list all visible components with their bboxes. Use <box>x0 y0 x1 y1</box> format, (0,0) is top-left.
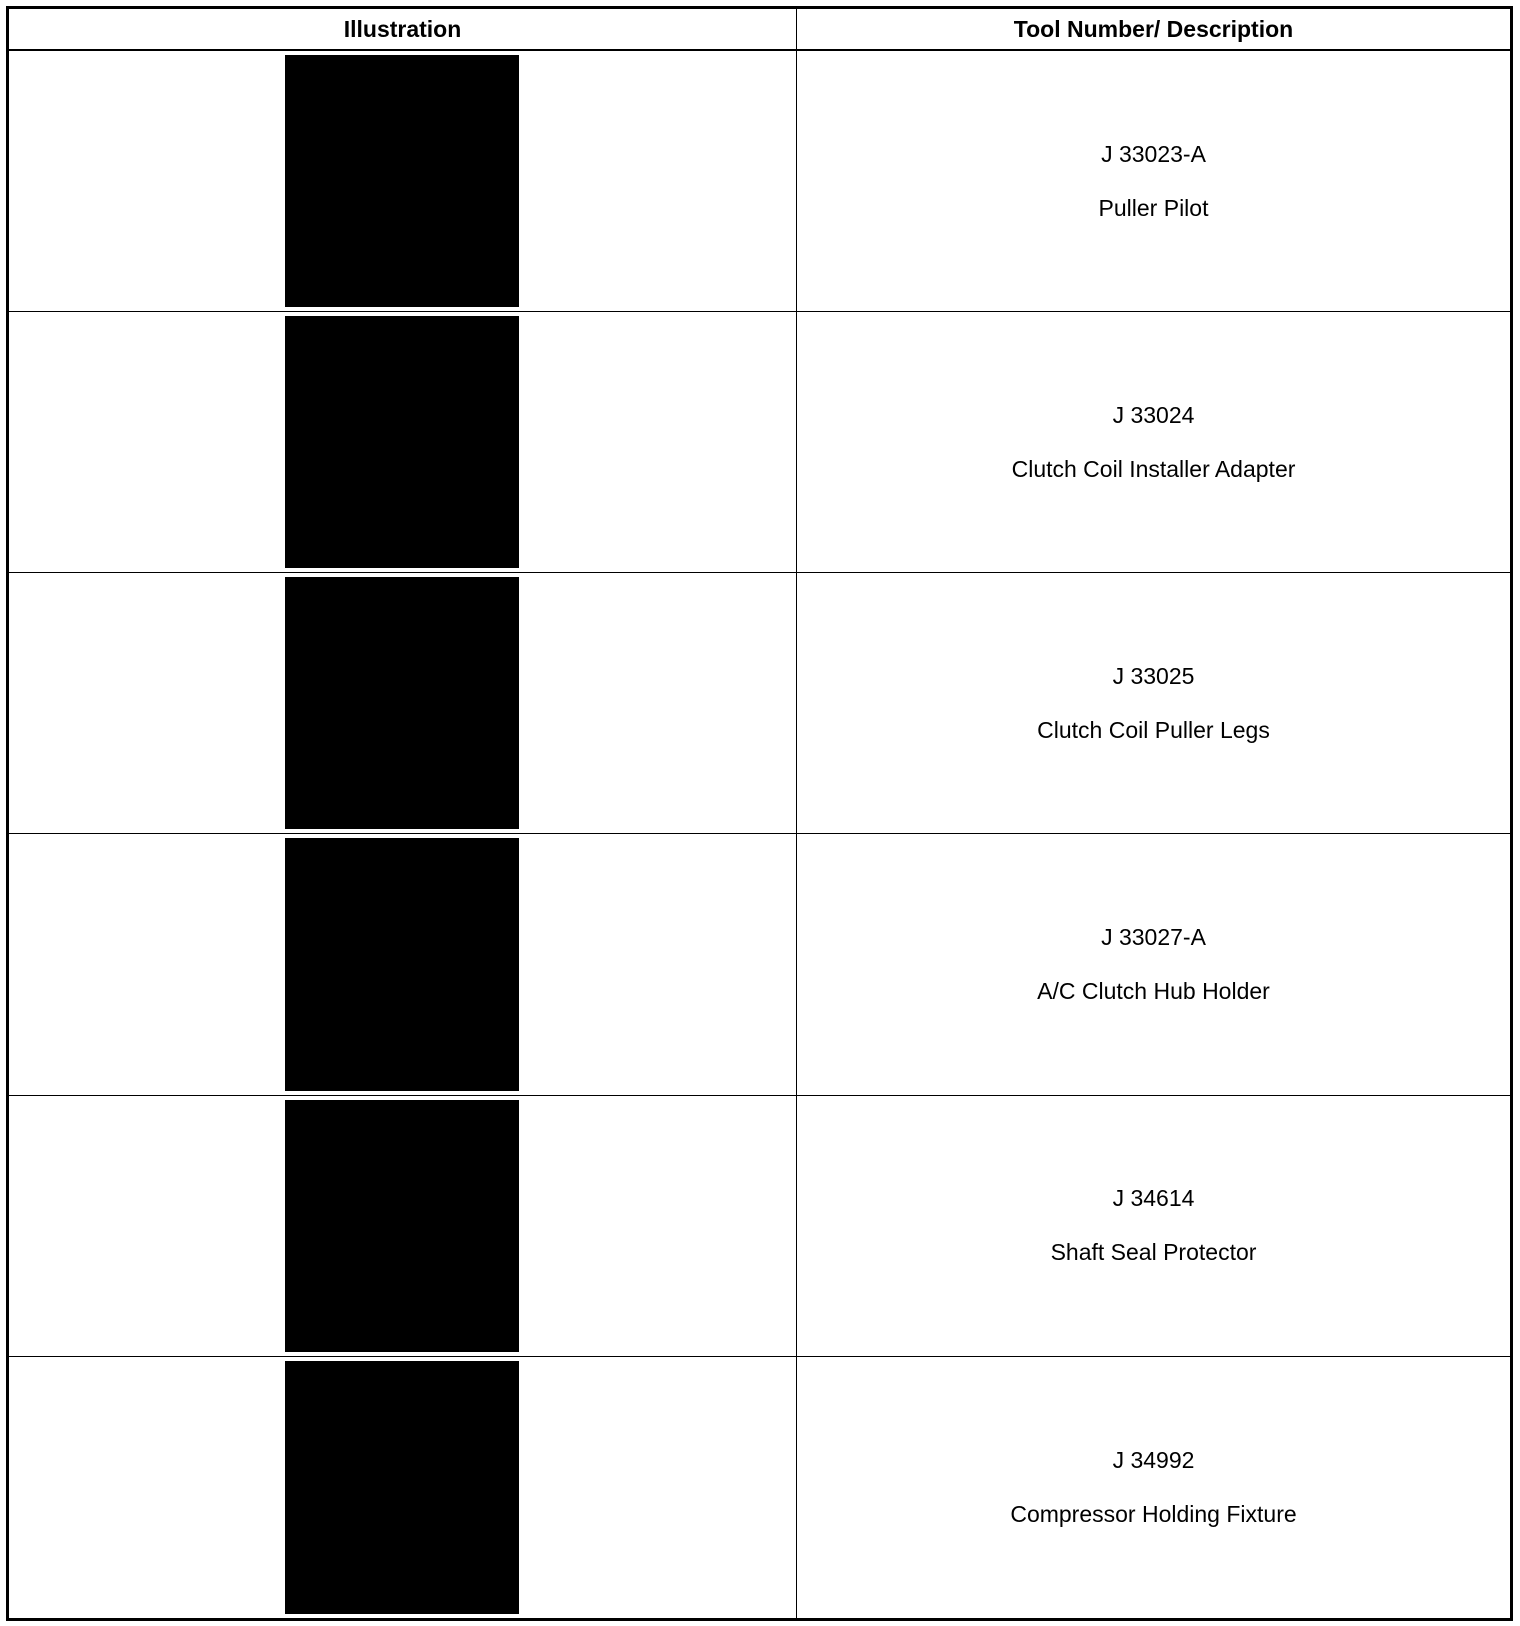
tool-description-cell <box>797 312 1510 573</box>
tool-number: J 33023-A <box>1101 140 1206 167</box>
tool-description: Puller Pilot <box>1098 194 1209 221</box>
illustration-cell <box>9 1096 797 1357</box>
tool-description: Shaft Seal Protector <box>1050 1239 1257 1266</box>
tool-illustration-image <box>285 577 519 829</box>
tool-illustration-image <box>285 316 519 568</box>
tool-number: J 33024 <box>1112 401 1195 428</box>
tool-number: J 34992 <box>1112 1446 1195 1473</box>
header-illustration: Illustration <box>9 9 797 51</box>
tool-number: J 33025 <box>1112 662 1195 689</box>
illustration-cell <box>9 573 797 834</box>
tool-illustration-image <box>285 1361 519 1614</box>
tool-description: Clutch Coil Installer Adapter <box>1011 455 1296 482</box>
tool-number: J 33027-A <box>1101 924 1206 951</box>
tool-number: J 34614 <box>1112 1185 1195 1212</box>
tool-illustration-image <box>285 55 519 307</box>
illustration-cell <box>9 312 797 573</box>
tool-description-cell <box>797 1357 1510 1618</box>
tool-description: A/C Clutch Hub Holder <box>1037 978 1270 1005</box>
tool-description-cell <box>797 573 1510 834</box>
illustration-cell <box>9 1357 797 1618</box>
tool-illustration-image <box>285 838 519 1090</box>
tool-table <box>6 6 1513 1621</box>
header-tool-description: Tool Number/ Description <box>797 9 1510 51</box>
tool-description-cell <box>797 1096 1510 1357</box>
tool-description: Clutch Coil Puller Legs <box>1037 716 1270 743</box>
illustration-cell <box>9 834 797 1095</box>
tool-description-cell <box>797 51 1510 312</box>
illustration-cell <box>9 51 797 312</box>
tool-illustration-image <box>285 1100 519 1352</box>
tool-description: Compressor Holding Fixture <box>1010 1500 1297 1527</box>
tool-description-cell <box>797 834 1510 1095</box>
